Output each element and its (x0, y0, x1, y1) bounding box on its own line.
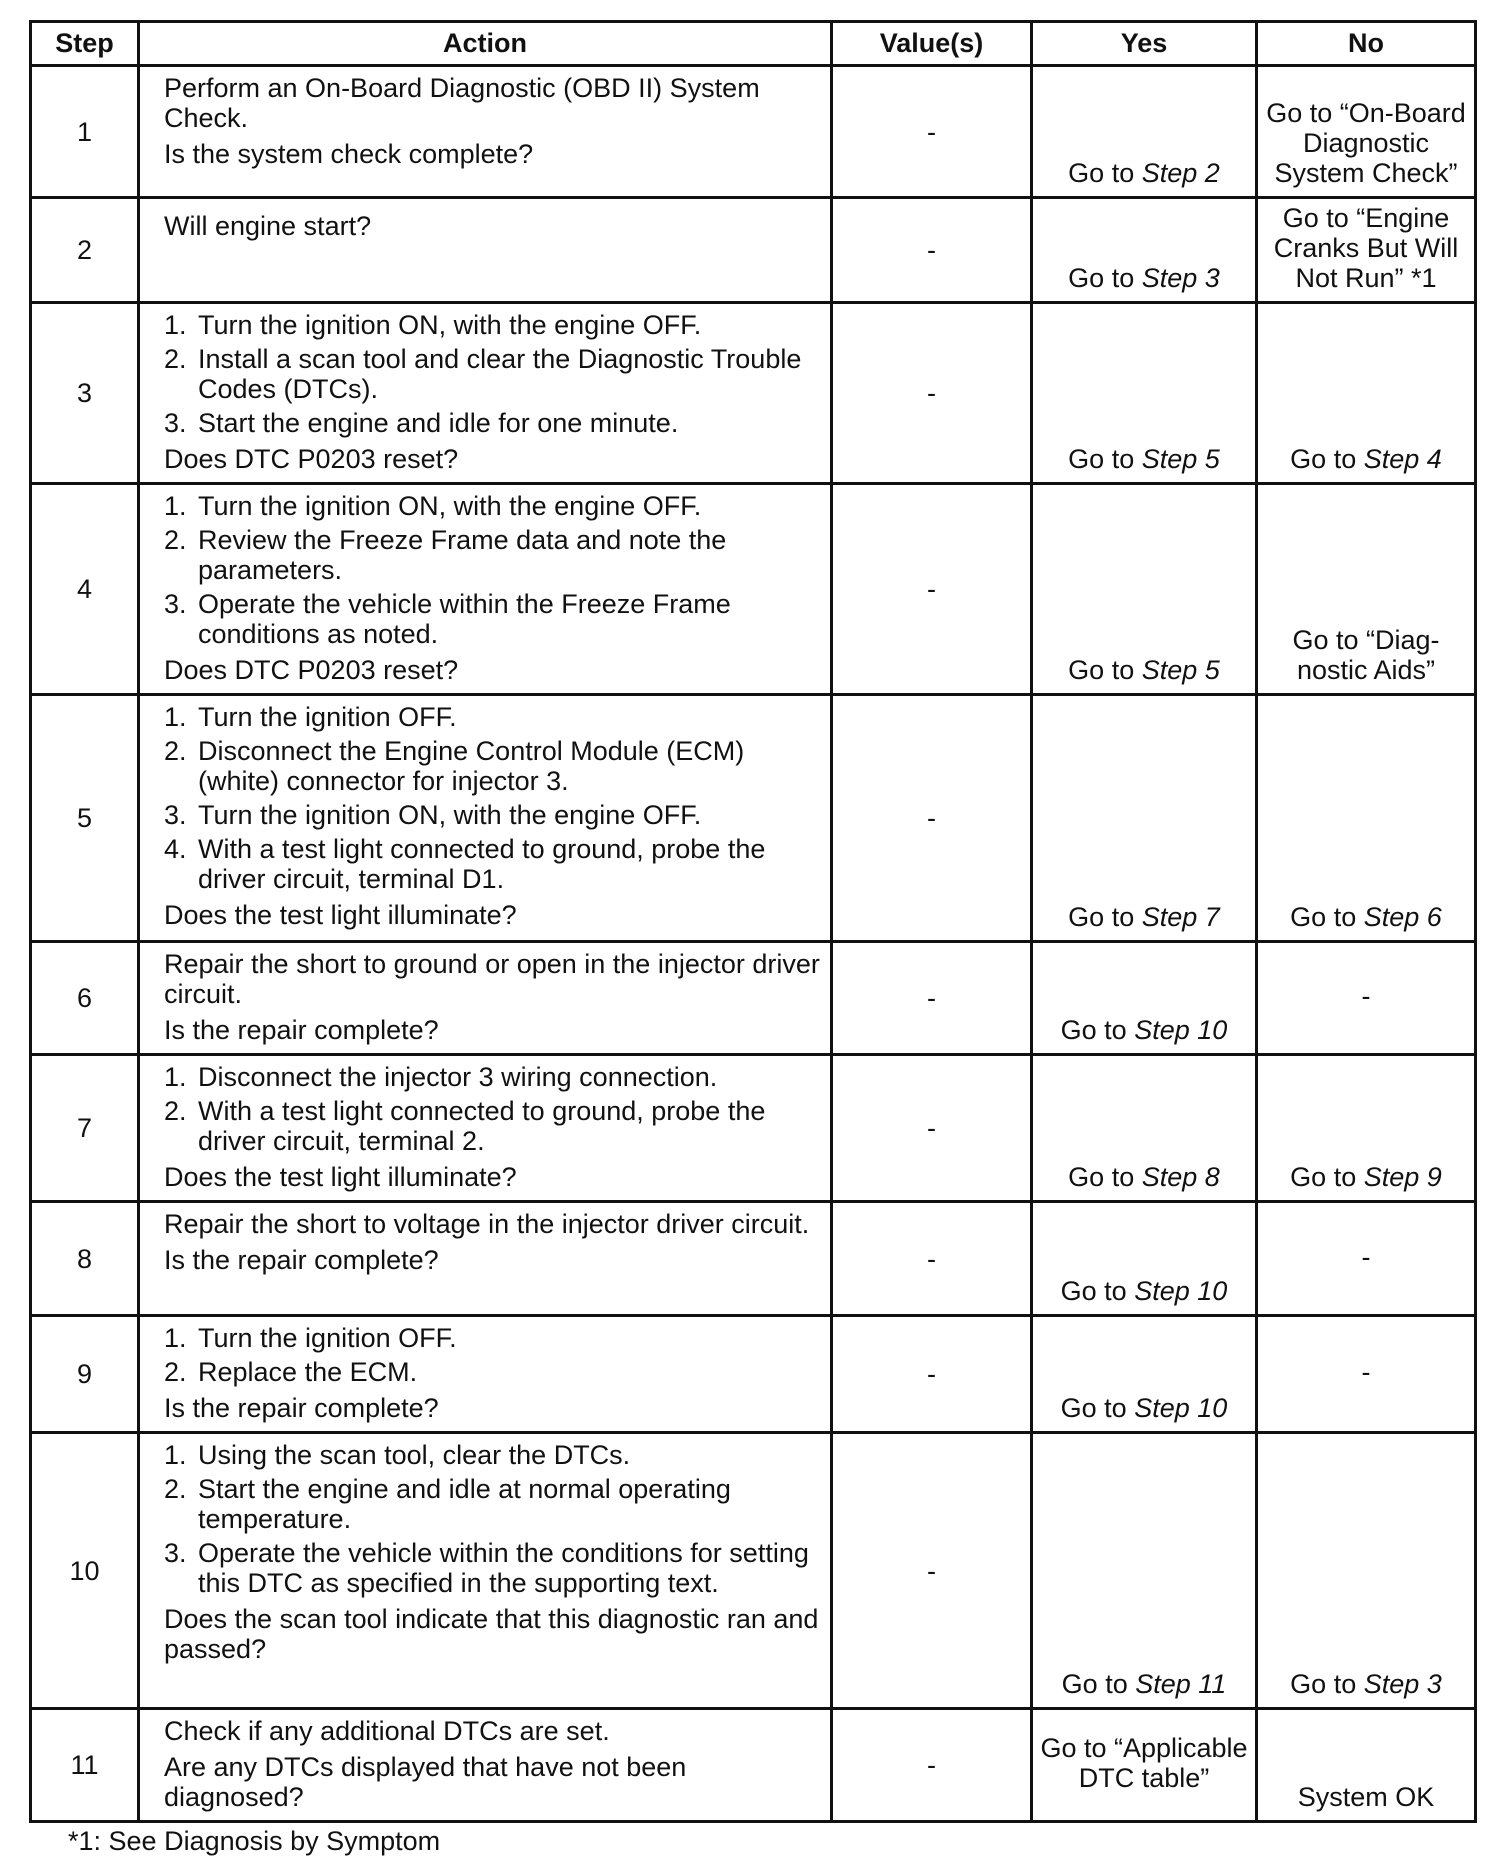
table-row (31, 1709, 1476, 1822)
action-item-text: Replace the ECM. (198, 1357, 418, 1387)
action-item-number: 3. (164, 408, 187, 438)
no-link[interactable]: Go to “Engine Cranks But Will Not Run” *1 (1273, 203, 1459, 293)
action-question: Does the test light illuminate? (164, 1162, 517, 1192)
action-question: Is the repair complete? (164, 1245, 439, 1275)
action-item-number: 2. (164, 1357, 187, 1387)
yes-step-word: Step (1141, 263, 1198, 293)
action-list-item (164, 491, 820, 521)
action-item-number: 3. (164, 589, 187, 619)
value-cell: - (832, 303, 1032, 484)
yes-step-ref[interactable] (1142, 263, 1220, 293)
value-cell: - (832, 1055, 1032, 1202)
yes-step-ref[interactable] (1135, 1669, 1226, 1699)
step-number: 6 (31, 942, 139, 1055)
action-item-number: 3. (164, 1538, 187, 1568)
yes-step-number: 10 (1197, 1276, 1228, 1306)
yes-cell (1032, 1202, 1257, 1316)
value-cell: - (832, 484, 1032, 695)
diagnostic-table (29, 20, 1477, 1823)
footnote: *1: See Diagnosis by Symptom (68, 1826, 441, 1856)
action-item-text: Disconnect the Engine Control Module (ECM) (white) connector for injector 3. (198, 736, 745, 796)
action-list-item (164, 1062, 820, 1092)
no-link[interactable]: Go to “Diag-nostic Aids” (1292, 625, 1440, 685)
yes-step-number: 5 (1204, 655, 1220, 685)
action-item-number: 1. (164, 310, 187, 340)
action-question: Does DTC P0203 reset? (164, 655, 459, 685)
action-item-number: 2. (164, 344, 187, 374)
table-row (31, 695, 1476, 942)
no-step-number: 3 (1426, 1669, 1442, 1699)
no-link[interactable] (1290, 902, 1442, 932)
action-item-number: 4. (164, 834, 187, 864)
step-number: 3 (31, 303, 139, 484)
action-list (164, 310, 820, 438)
no-cell (1257, 1055, 1476, 1202)
action-list-item (164, 1440, 820, 1470)
action-item-text: With a test light connected to ground, probe the driver circuit, terminal D1. (198, 834, 766, 894)
yes-link[interactable]: Go to “Applicable DTC table” (1040, 1733, 1248, 1793)
action-list-item (164, 702, 820, 732)
action-list-item (164, 736, 820, 796)
action-list-item (164, 1357, 820, 1387)
table-row (31, 1055, 1476, 1202)
action-item-number: 2. (164, 736, 187, 766)
action-list (164, 1323, 820, 1387)
action-list-item (164, 834, 820, 894)
action-item-number: 1. (164, 491, 187, 521)
action-list-item (164, 408, 820, 438)
step-number: 4 (31, 484, 139, 695)
no-step-number: 6 (1426, 902, 1442, 932)
yes-go-to: Go to (1068, 158, 1135, 188)
action-cell (139, 1316, 832, 1433)
value-cell: - (832, 66, 1032, 198)
yes-step-ref[interactable] (1142, 902, 1220, 932)
action-item-number: 1. (164, 1062, 187, 1092)
action-item-number: 2. (164, 1096, 187, 1126)
no-link[interactable] (1290, 1669, 1442, 1699)
no-cell (1257, 695, 1476, 942)
yes-cell (1032, 695, 1257, 942)
yes-step-number: 7 (1204, 902, 1220, 932)
yes-go-to: Go to (1068, 444, 1135, 474)
yes-step-number: 3 (1204, 263, 1220, 293)
header-row (31, 22, 1476, 66)
yes-go-to: Go to (1060, 1276, 1127, 1306)
header-yes: Yes (1032, 22, 1257, 66)
yes-link[interactable] (1068, 1162, 1220, 1192)
no-cell (1257, 1709, 1476, 1822)
action-list-item (164, 589, 820, 649)
no-value: - (1361, 981, 1371, 1011)
action-item-number: 1. (164, 1323, 187, 1353)
no-link[interactable] (1290, 444, 1442, 474)
table-row (31, 1202, 1476, 1316)
action-item-text: Using the scan tool, clear the DTCs. (198, 1440, 631, 1470)
no-cell (1257, 66, 1476, 198)
action-text: Repair the short to ground or open in the injector driver circuit. (164, 949, 820, 1009)
yes-step-number: 10 (1197, 1393, 1228, 1423)
yes-go-to: Go to (1068, 902, 1135, 932)
action-item-number: 1. (164, 702, 187, 732)
action-cell (139, 695, 832, 942)
yes-cell (1032, 66, 1257, 198)
action-question: Is the repair complete? (164, 1393, 439, 1423)
yes-go-to: Go to (1060, 1015, 1127, 1045)
action-text: Check if any additional DTCs are set. (164, 1716, 610, 1746)
no-step-word: Step (1363, 1162, 1420, 1192)
no-step-word: Step (1363, 1669, 1420, 1699)
action-question: Does the test light illuminate? (164, 900, 517, 930)
yes-link[interactable] (1068, 158, 1220, 188)
yes-step-number: 5 (1204, 444, 1220, 474)
no-step-ref[interactable] (1364, 1669, 1442, 1699)
action-question: Is the repair complete? (164, 1015, 439, 1045)
yes-step-ref[interactable] (1142, 655, 1220, 685)
action-item-text: Turn the ignition ON, with the engine OFF. (198, 491, 702, 521)
action-list (164, 491, 820, 649)
yes-step-ref[interactable] (1142, 1162, 1220, 1192)
no-link[interactable]: System OK (1297, 1782, 1435, 1812)
action-list-item (164, 344, 820, 404)
no-go-to: Go to (1290, 1162, 1357, 1192)
yes-step-number: 11 (1198, 1669, 1227, 1699)
step-number: 9 (31, 1316, 139, 1433)
action-item-text: Disconnect the injector 3 wiring connection. (198, 1062, 718, 1092)
yes-step-number: 8 (1204, 1162, 1220, 1192)
yes-step-word: Step (1141, 655, 1198, 685)
step-number: 1 (31, 66, 139, 198)
header-values: Value(s) (832, 22, 1032, 66)
yes-go-to: Go to (1060, 1393, 1127, 1423)
no-value: - (1361, 1357, 1371, 1387)
table-row (31, 942, 1476, 1055)
step-number: 2 (31, 198, 139, 303)
yes-cell (1032, 1055, 1257, 1202)
action-list (164, 1440, 820, 1598)
yes-step-ref[interactable] (1134, 1393, 1227, 1423)
yes-step-word: Step (1135, 1669, 1191, 1699)
no-step-number: 9 (1426, 1162, 1442, 1192)
step-number: 8 (31, 1202, 139, 1316)
no-go-to: Go to (1290, 902, 1357, 932)
action-item-text: Review the Freeze Frame data and note the parameters. (198, 525, 727, 585)
action-list (164, 1062, 820, 1156)
yes-cell (1032, 942, 1257, 1055)
action-item-text: Start the engine and idle for one minute. (198, 408, 679, 438)
yes-step-number: 10 (1197, 1015, 1228, 1045)
value-cell: - (832, 1316, 1032, 1433)
no-step-word: Step (1363, 444, 1420, 474)
action-list-item (164, 525, 820, 585)
yes-step-ref[interactable] (1142, 444, 1220, 474)
yes-link[interactable] (1061, 1276, 1228, 1306)
step-number: 7 (31, 1055, 139, 1202)
no-cell (1257, 198, 1476, 303)
header-no: No (1257, 22, 1476, 66)
action-list (164, 702, 820, 894)
action-cell (139, 66, 832, 198)
action-item-number: 2. (164, 1474, 187, 1504)
action-cell (139, 1709, 832, 1822)
no-step-ref[interactable] (1364, 902, 1442, 932)
yes-cell (1032, 198, 1257, 303)
action-list-item (164, 1323, 820, 1353)
action-question: Does the scan tool indicate that this diagnostic ran and passed? (164, 1604, 819, 1664)
yes-cell (1032, 1709, 1257, 1822)
no-value: - (1361, 1241, 1371, 1272)
action-question: Does DTC P0203 reset? (164, 444, 459, 474)
no-cell (1257, 1316, 1476, 1433)
yes-link[interactable] (1068, 263, 1220, 293)
table-row (31, 1433, 1476, 1709)
yes-cell (1032, 1316, 1257, 1433)
no-step-ref[interactable] (1364, 444, 1442, 474)
action-item-text: Turn the ignition OFF. (198, 702, 457, 732)
action-question: Is the system check complete? (164, 139, 534, 169)
action-list-item (164, 1474, 820, 1534)
action-question: Will engine start? (164, 211, 372, 241)
table-row (31, 198, 1476, 303)
action-list-item (164, 800, 820, 830)
action-item-text: Turn the ignition ON, with the engine OFF. (198, 310, 702, 340)
yes-step-ref[interactable] (1134, 1276, 1227, 1306)
yes-link[interactable] (1068, 655, 1220, 685)
no-link[interactable] (1290, 1162, 1442, 1192)
no-go-to: Go to (1290, 444, 1357, 474)
action-list-item (164, 310, 820, 340)
no-cell (1257, 303, 1476, 484)
no-cell (1257, 484, 1476, 695)
yes-go-to: Go to (1061, 1669, 1128, 1699)
value-cell: - (832, 1202, 1032, 1316)
yes-step-word: Step (1141, 444, 1198, 474)
yes-step-word: Step (1134, 1393, 1190, 1423)
yes-link[interactable] (1061, 1015, 1228, 1045)
action-item-number: 1. (164, 1440, 187, 1470)
table-row (31, 484, 1476, 695)
header-step: Step (31, 22, 139, 66)
action-item-number: 2. (164, 525, 187, 555)
no-cell (1257, 942, 1476, 1055)
yes-go-to: Go to (1068, 263, 1135, 293)
value-cell: - (832, 695, 1032, 942)
yes-step-word: Step (1141, 1162, 1198, 1192)
step-number: 5 (31, 695, 139, 942)
action-text: Repair the short to voltage in the injector driver circuit. (164, 1209, 810, 1239)
yes-go-to: Go to (1068, 655, 1135, 685)
action-item-text: Operate the vehicle within the Freeze Frame conditions as noted. (198, 589, 731, 649)
yes-link[interactable] (1068, 902, 1220, 932)
action-item-text: Operate the vehicle within the conditions for setting this DTC as specified in the supporting text. (198, 1538, 809, 1598)
value-cell: - (832, 1433, 1032, 1709)
action-cell (139, 942, 832, 1055)
yes-step-word: Step (1141, 902, 1198, 932)
action-cell (139, 1055, 832, 1202)
no-go-to: Go to (1290, 1669, 1357, 1699)
step-number: 10 (31, 1433, 139, 1709)
yes-link[interactable] (1061, 1393, 1228, 1423)
no-cell (1257, 1202, 1476, 1316)
no-link[interactable]: Go to “On-Board Diagnostic System Check” (1266, 98, 1466, 188)
yes-step-ref[interactable] (1142, 158, 1220, 188)
table-row (31, 66, 1476, 198)
table-row (31, 303, 1476, 484)
action-text: Perform an On-Board Diagnostic (OBD II) System Check. (164, 73, 760, 133)
yes-link[interactable] (1062, 1669, 1227, 1699)
action-item-text: Turn the ignition ON, with the engine OFF. (198, 800, 702, 830)
yes-step-number: 2 (1204, 158, 1220, 188)
yes-step-ref[interactable] (1134, 1015, 1227, 1045)
action-item-text: Turn the ignition OFF. (198, 1323, 457, 1353)
value-cell: - (832, 1709, 1032, 1822)
action-list-item (164, 1096, 820, 1156)
yes-step-word: Step (1141, 158, 1198, 188)
action-item-number: 3. (164, 800, 187, 830)
action-list-item (164, 1538, 820, 1598)
step-number: 11 (31, 1709, 139, 1822)
table-row (31, 1316, 1476, 1433)
value-cell: - (832, 942, 1032, 1055)
yes-cell (1032, 1433, 1257, 1709)
diagnostic-table-container (29, 20, 1474, 1823)
table-body (31, 66, 1476, 1822)
action-cell (139, 198, 832, 303)
yes-cell (1032, 484, 1257, 695)
action-item-text: Start the engine and idle at normal operating temperature. (198, 1474, 731, 1534)
action-item-text: Install a scan tool and clear the Diagnostic Trouble Codes (DTCs). (198, 344, 802, 404)
action-question: Are any DTCs displayed that have not been diagnosed? (164, 1752, 687, 1812)
value-cell: - (832, 198, 1032, 303)
yes-step-word: Step (1134, 1015, 1190, 1045)
action-cell (139, 484, 832, 695)
yes-step-word: Step (1134, 1276, 1190, 1306)
action-cell (139, 1202, 832, 1316)
action-item-text: With a test light connected to ground, probe the driver circuit, terminal 2. (198, 1096, 766, 1156)
no-step-number: 4 (1426, 444, 1442, 474)
no-step-word: Step (1363, 902, 1420, 932)
action-cell (139, 303, 832, 484)
header-action: Action (139, 22, 832, 66)
yes-cell (1032, 303, 1257, 484)
no-cell (1257, 1433, 1476, 1709)
yes-link[interactable] (1068, 444, 1220, 474)
yes-go-to: Go to (1068, 1162, 1135, 1192)
no-step-ref[interactable] (1364, 1162, 1442, 1192)
action-cell (139, 1433, 832, 1709)
